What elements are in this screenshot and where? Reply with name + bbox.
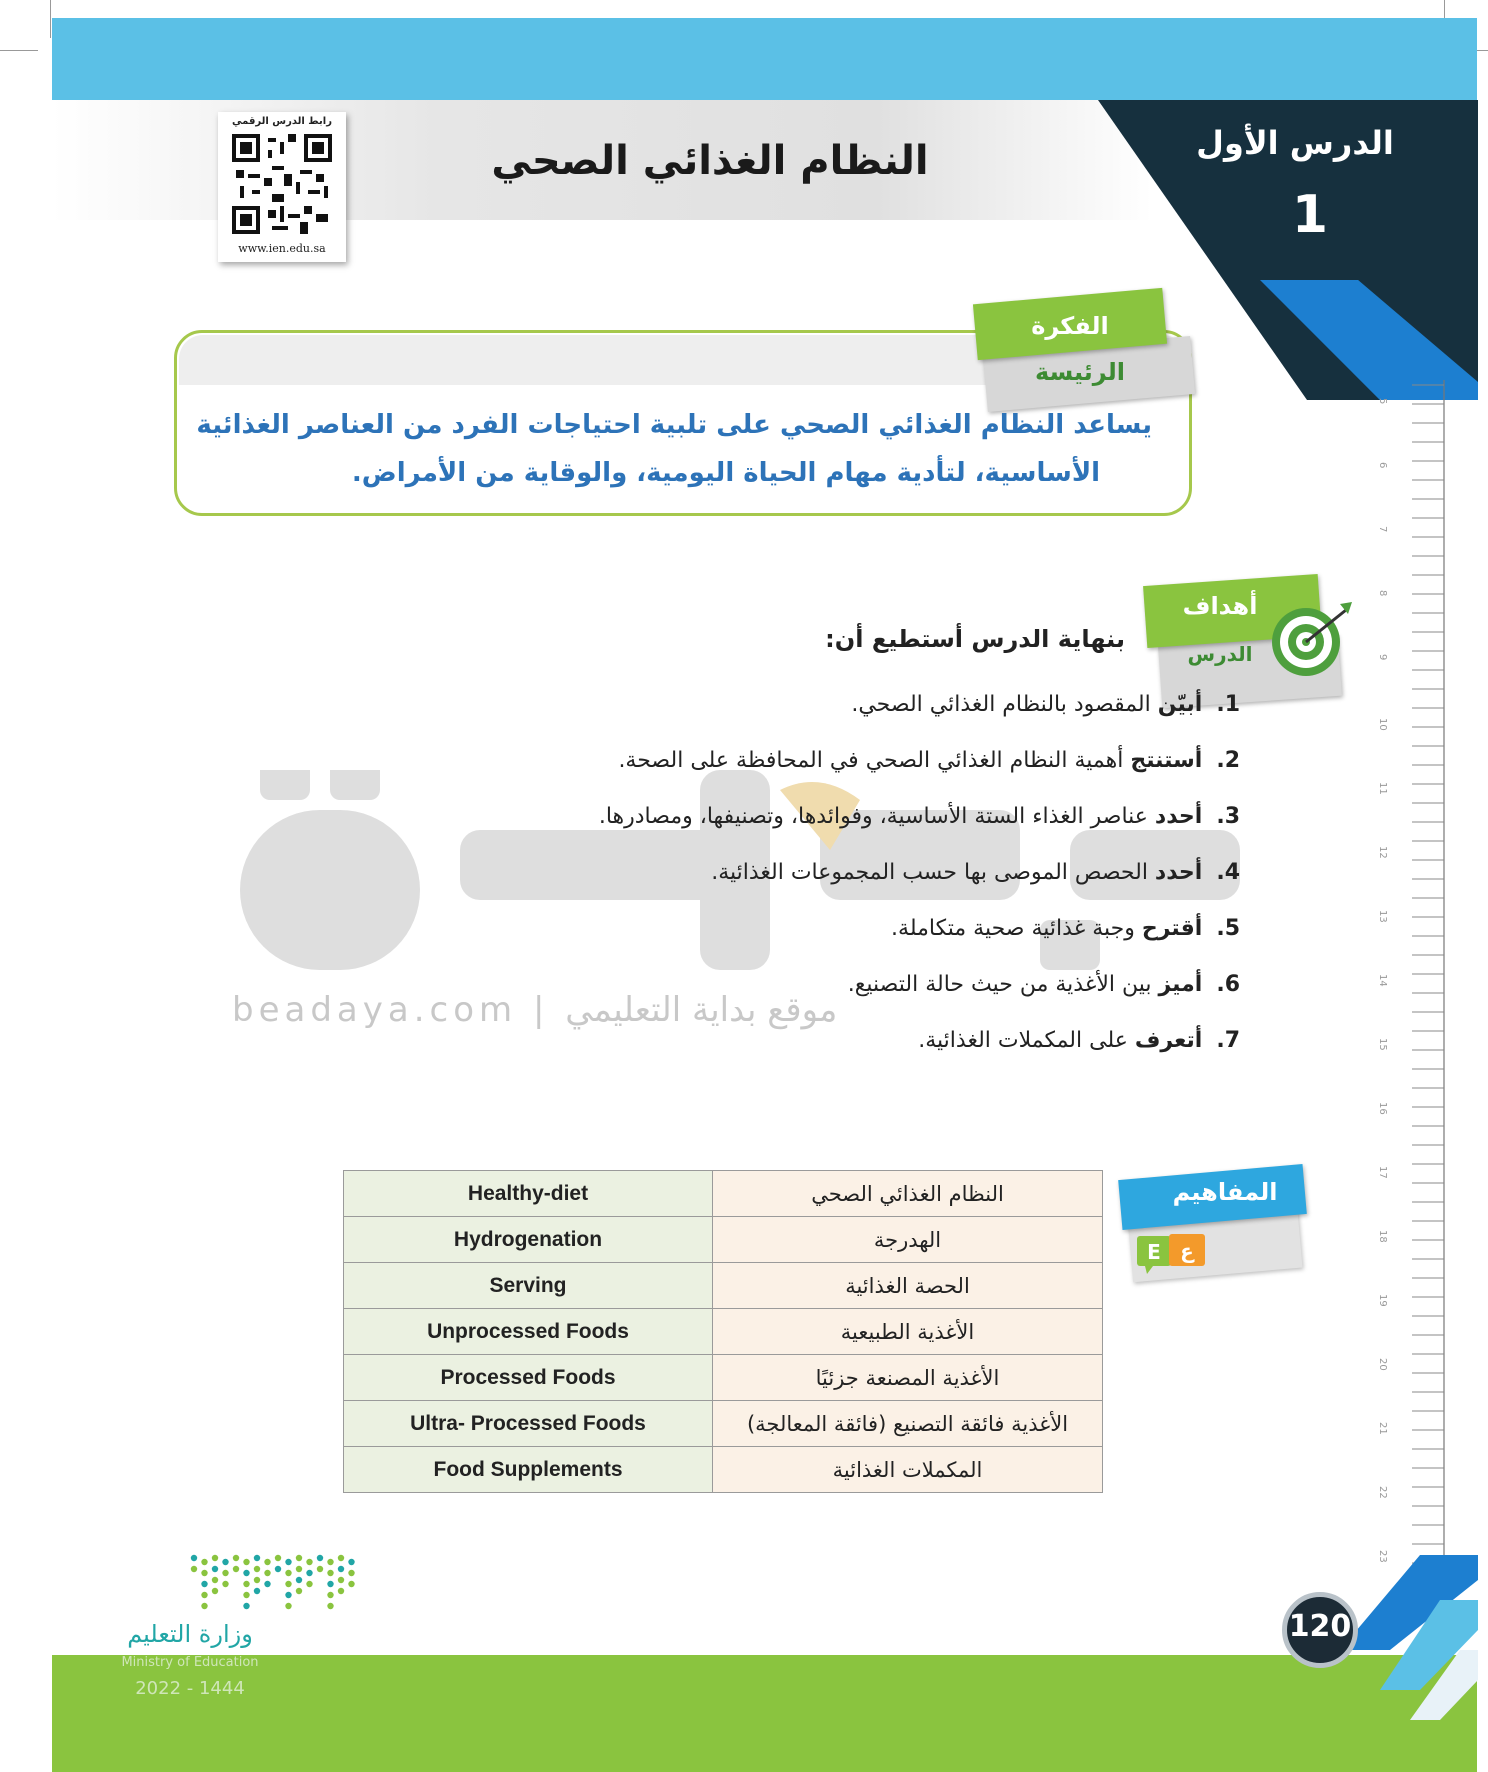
table-row bbox=[344, 1355, 1103, 1401]
language-icon bbox=[1135, 1232, 1209, 1274]
ruler-label: 15 bbox=[1377, 1038, 1388, 1051]
objective-number: 3. bbox=[1216, 804, 1240, 829]
objective-number: 6. bbox=[1216, 972, 1240, 997]
ruler-label: 18 bbox=[1377, 1230, 1388, 1243]
logo-dot bbox=[264, 1570, 270, 1576]
logo-dot bbox=[285, 1559, 291, 1565]
main-idea-label-2: الرئيسة bbox=[1035, 358, 1125, 386]
qr-code-icon[interactable] bbox=[232, 134, 332, 234]
logo-dot bbox=[327, 1603, 333, 1609]
logo-dot bbox=[222, 1559, 228, 1565]
logo-dot bbox=[338, 1566, 344, 1572]
ruler-label: 8 bbox=[1377, 590, 1388, 597]
logo-dot bbox=[264, 1559, 270, 1565]
main-idea-text-line2: الأساسية، لتأدية مهام الحياة اليومية، والوقاية من الأمراض. bbox=[351, 458, 1101, 488]
table-row bbox=[344, 1171, 1103, 1217]
ruler-label: 21 bbox=[1377, 1422, 1388, 1435]
objective-item bbox=[420, 1028, 1240, 1053]
target-icon bbox=[1268, 596, 1352, 680]
objective-number: 1. bbox=[1216, 692, 1240, 717]
ruler-label: 5 bbox=[1377, 398, 1388, 405]
logo-dot bbox=[201, 1592, 207, 1598]
ruler-label: 7 bbox=[1377, 526, 1388, 533]
logo-dot bbox=[233, 1555, 239, 1561]
main-idea-label: الفكرة bbox=[1031, 312, 1109, 340]
logo-dot bbox=[285, 1603, 291, 1609]
logo-dot bbox=[306, 1559, 312, 1565]
ruler-label: 17 bbox=[1377, 1166, 1388, 1179]
logo-dot bbox=[296, 1566, 302, 1572]
logo-dot bbox=[222, 1581, 228, 1587]
crop-mark bbox=[0, 50, 38, 51]
qr-url[interactable]: www.ien.edu.sa bbox=[238, 242, 326, 255]
objective-item bbox=[420, 748, 1240, 773]
objective-item bbox=[420, 972, 1240, 997]
objective-item bbox=[420, 804, 1240, 829]
objective-item bbox=[420, 860, 1240, 885]
logo-dot bbox=[327, 1581, 333, 1587]
objective-verb: أبيّن bbox=[1157, 692, 1203, 717]
logo-dot bbox=[275, 1555, 281, 1561]
concept-ar: الحصة الغذائية bbox=[713, 1263, 1103, 1309]
objective-text: الحصص الموصى بها حسب المجموعات الغذائية. bbox=[711, 860, 1155, 885]
logo-dot bbox=[243, 1559, 249, 1565]
logo-dot bbox=[212, 1588, 218, 1594]
lang-icon-en: E bbox=[1147, 1240, 1161, 1264]
logo-dot bbox=[296, 1555, 302, 1561]
concept-en: Serving bbox=[344, 1263, 713, 1309]
logo-dot bbox=[201, 1581, 207, 1587]
ministry-name-en: Ministry of Education bbox=[121, 1655, 259, 1670]
logo-dot bbox=[338, 1588, 344, 1594]
logo-dot bbox=[348, 1570, 354, 1576]
logo-dot bbox=[243, 1592, 249, 1598]
logo-dot bbox=[327, 1559, 333, 1565]
logo-dot bbox=[212, 1577, 218, 1583]
objective-verb: أستنتج bbox=[1130, 748, 1203, 773]
concept-en: Food Supplements bbox=[344, 1447, 713, 1493]
table-row bbox=[344, 1263, 1103, 1309]
header-band bbox=[52, 18, 1477, 102]
logo-dot bbox=[191, 1555, 197, 1561]
logo-dot bbox=[243, 1603, 249, 1609]
objectives-label-2: الدرس bbox=[1187, 642, 1253, 666]
objective-number: 2. bbox=[1216, 748, 1240, 773]
logo-dot bbox=[201, 1603, 207, 1609]
concept-en: Hydrogenation bbox=[344, 1217, 713, 1263]
qr-title: رابط الدرس الرقمي bbox=[232, 116, 332, 127]
objective-verb: أقترح bbox=[1141, 916, 1203, 941]
objective-verb: أتعرف bbox=[1134, 1028, 1203, 1053]
logo-dot bbox=[306, 1581, 312, 1587]
side-ruler bbox=[1372, 380, 1452, 1570]
logo-dot bbox=[201, 1559, 207, 1565]
concept-en: Healthy-diet bbox=[344, 1171, 713, 1217]
logo-dot bbox=[348, 1559, 354, 1565]
objective-number: 7. bbox=[1216, 1028, 1240, 1053]
concept-en: Processed Foods bbox=[344, 1355, 713, 1401]
logo-dot bbox=[275, 1566, 281, 1572]
logo-dot bbox=[306, 1570, 312, 1576]
logo-dot bbox=[296, 1577, 302, 1583]
objective-text: المقصود بالنظام الغذائي الصحي. bbox=[851, 692, 1158, 717]
ruler-label: 13 bbox=[1377, 910, 1388, 923]
objectives-label: أهداف bbox=[1182, 592, 1258, 620]
concept-ar: النظام الغذائي الصحي bbox=[713, 1171, 1103, 1217]
main-idea-text-line1: يساعد النظام الغذائي الصحي على تلبية احتياجات الفرد من العناصر الغذائية bbox=[196, 410, 1152, 440]
objective-number: 5. bbox=[1216, 916, 1240, 941]
logo-dot bbox=[285, 1570, 291, 1576]
ruler-label: 20 bbox=[1377, 1358, 1388, 1371]
objective-item bbox=[420, 692, 1240, 717]
concept-ar: الهدرجة bbox=[713, 1217, 1103, 1263]
objective-number: 4. bbox=[1216, 860, 1240, 885]
logo-dot bbox=[285, 1592, 291, 1598]
logo-dot bbox=[254, 1566, 260, 1572]
logo-dot bbox=[285, 1581, 291, 1587]
logo-dot bbox=[254, 1577, 260, 1583]
ministry-logo-icon bbox=[188, 1550, 358, 1610]
table-row bbox=[344, 1447, 1103, 1493]
objective-verb: أحدد bbox=[1154, 804, 1203, 829]
logo-dot bbox=[348, 1581, 354, 1587]
ruler-label: 10 bbox=[1377, 718, 1388, 731]
logo-dot bbox=[254, 1555, 260, 1561]
logo-dot bbox=[338, 1577, 344, 1583]
concept-ar: المكملات الغذائية bbox=[713, 1447, 1103, 1493]
ruler-label: 16 bbox=[1377, 1102, 1388, 1115]
objective-text: على المكملات الغذائية. bbox=[918, 1028, 1135, 1053]
concept-en: Unprocessed Foods bbox=[344, 1309, 713, 1355]
ruler-label: 6 bbox=[1377, 462, 1388, 469]
objective-verb: أميز bbox=[1158, 972, 1203, 997]
logo-dot bbox=[317, 1555, 323, 1561]
concepts-table bbox=[343, 1170, 1103, 1493]
lesson-number: 1 bbox=[1291, 185, 1329, 245]
logo-dot bbox=[338, 1555, 344, 1561]
logo-dot bbox=[327, 1570, 333, 1576]
ruler-label: 22 bbox=[1377, 1486, 1388, 1499]
logo-dot bbox=[296, 1588, 302, 1594]
ministry-name: وزارة التعليم bbox=[127, 1620, 253, 1648]
ruler-label: 12 bbox=[1377, 846, 1388, 859]
footer-bar bbox=[52, 1655, 1477, 1772]
concepts-label: المفاهيم bbox=[1172, 1178, 1278, 1206]
page-title: النظام الغذائي الصحي bbox=[491, 138, 929, 184]
table-row bbox=[344, 1217, 1103, 1263]
concept-ar: الأغذية الطبيعية bbox=[713, 1309, 1103, 1355]
logo-dot bbox=[201, 1570, 207, 1576]
table-row bbox=[344, 1309, 1103, 1355]
logo-dot bbox=[243, 1570, 249, 1576]
watermark-text: beadaya.com | موقع بداية التعليمي bbox=[232, 990, 838, 1030]
objective-text: وجبة غذائية صحية متكاملة. bbox=[891, 916, 1142, 941]
page-number: 120 bbox=[1288, 1609, 1352, 1644]
logo-dot bbox=[327, 1592, 333, 1598]
objectives-intro: بنهاية الدرس أستطيع أن: bbox=[825, 625, 1125, 653]
logo-dot bbox=[212, 1555, 218, 1561]
logo-dot bbox=[264, 1581, 270, 1587]
ruler-label: 11 bbox=[1377, 782, 1388, 795]
logo-dot bbox=[254, 1588, 260, 1594]
lang-icon-ar: ع bbox=[1180, 1239, 1194, 1263]
logo-dot bbox=[191, 1566, 197, 1572]
logo-dot bbox=[233, 1566, 239, 1572]
logo-dot bbox=[243, 1581, 249, 1587]
table-row bbox=[344, 1401, 1103, 1447]
logo-dot bbox=[317, 1566, 323, 1572]
ruler-label: 19 bbox=[1377, 1294, 1388, 1307]
logo-dot bbox=[222, 1570, 228, 1576]
qr-card[interactable] bbox=[218, 112, 346, 262]
concept-ar: الأغذية المصنعة جزئيًا bbox=[713, 1355, 1103, 1401]
objective-item bbox=[420, 916, 1240, 941]
objective-text: عناصر الغذاء الستة الأساسية، وفوائدها، وتصنيفها، ومصادرها. bbox=[598, 804, 1155, 829]
crop-mark bbox=[50, 0, 51, 38]
objective-text: أهمية النظام الغذائي الصحي في المحافظة على الصحة. bbox=[618, 748, 1131, 773]
ruler-label: 23 bbox=[1377, 1550, 1388, 1563]
lesson-label: الدرس الأول bbox=[1196, 124, 1394, 162]
concept-en: Ultra- Processed Foods bbox=[344, 1401, 713, 1447]
ruler-label: 14 bbox=[1377, 974, 1388, 987]
logo-dot bbox=[212, 1566, 218, 1572]
concept-ar: الأغذية فائقة التصنيع (فائقة المعالجة) bbox=[713, 1401, 1103, 1447]
ministry-year: 2022 - 1444 bbox=[135, 1678, 245, 1699]
objective-verb: أحدد bbox=[1154, 860, 1203, 885]
objective-text: بين الأغذية من حيث حالة التصنيع. bbox=[847, 972, 1159, 997]
ruler-label: 9 bbox=[1377, 654, 1388, 661]
